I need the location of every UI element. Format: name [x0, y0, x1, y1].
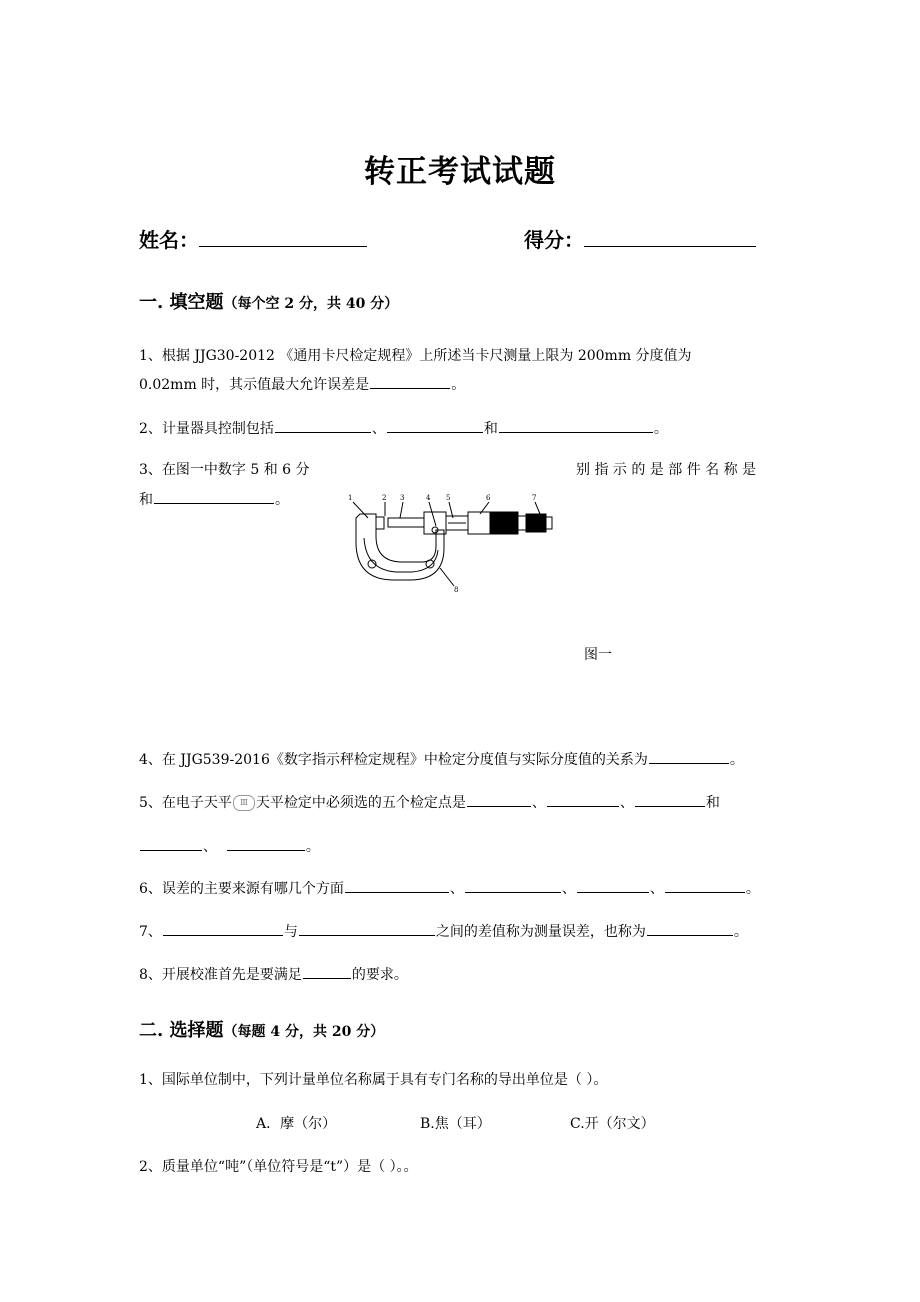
q6-blank-2[interactable] [465, 877, 561, 893]
ratchet-knurl [526, 514, 546, 532]
q2-blank-3[interactable] [499, 417, 653, 433]
leader-7 [535, 502, 540, 514]
name-blank[interactable] [199, 228, 367, 247]
q8-end: 的要求。 [351, 967, 408, 983]
section-2-note: （每题 4 分，共 20 分） [223, 1024, 385, 1040]
q7-end: 。 [733, 924, 748, 940]
mc-q1-option-b[interactable]: B.焦（耳） [420, 1116, 491, 1132]
q4-end: 。 [729, 752, 744, 768]
leader-1 [353, 502, 368, 518]
q1-end: 。 [451, 377, 466, 393]
q5-sep-1: 、 [531, 795, 546, 811]
q5-text-1: 5、在电子天平 [139, 795, 232, 811]
q8-blank[interactable] [303, 963, 351, 979]
question-1-line-1: 1、根据 JJG30-2012 《通用卡尺检定规程》上所述当卡尺测量上限为 200mm 分度值为 [139, 348, 692, 364]
q7-blank-2[interactable] [299, 920, 435, 936]
q3-text: 和 [139, 492, 153, 508]
micrometer-frame [356, 514, 444, 580]
ratchet-end [546, 517, 552, 529]
figure-caption: 图一 [584, 647, 612, 663]
q7-text-1: 7、 [139, 924, 162, 940]
name-line [139, 224, 367, 253]
q1-text: 0.02mm 时，其示值最大允许误差是 [139, 377, 370, 393]
question-6 [139, 877, 760, 899]
anvil [376, 517, 384, 529]
question-7 [139, 920, 748, 942]
fig-label-4: 4 [426, 494, 431, 502]
q5-sep-2: 、 [619, 795, 634, 811]
q2-end: 。 [653, 421, 668, 437]
q1-blank[interactable] [370, 373, 450, 389]
fig-label-3: 3 [400, 494, 405, 502]
q4-blank[interactable] [649, 748, 729, 764]
q6-blank-3[interactable] [577, 877, 649, 893]
mc-q1-option-a[interactable]: A．摩（尔） [256, 1116, 337, 1132]
q6-sep-3: 、 [649, 881, 664, 897]
q7-text-3: 之间的差值称为测量误差，也称为 [435, 924, 646, 940]
question-5 [139, 791, 720, 813]
score-blank[interactable] [584, 228, 756, 247]
score-label: 得分： [524, 228, 584, 252]
q3-blank[interactable] [154, 488, 274, 504]
section-1-heading [139, 288, 398, 314]
q6-blank-1[interactable] [345, 877, 449, 893]
name-label: 姓名： [139, 228, 199, 252]
q5-sep-3: 和 [705, 795, 720, 811]
question-2 [139, 417, 668, 439]
fig-label-7: 7 [532, 494, 537, 502]
spindle [388, 518, 424, 527]
mc-question-2: 2、质量单位“吨”（单位符号是“t”）是（ ）。。 [139, 1159, 418, 1175]
section-1-note: （每个空 2 分，共 40 分） [223, 296, 399, 312]
question-8 [139, 963, 408, 985]
question-3-left: 3、在图一中数字 5 和 6 分 [139, 462, 310, 478]
leader-4 [429, 502, 436, 526]
q5-blank-4[interactable] [140, 835, 202, 851]
q6-sep-2: 、 [561, 881, 576, 897]
q7-text-2: 与 [283, 924, 298, 940]
frame-screw-right [426, 560, 434, 568]
q7-blank-1[interactable] [163, 920, 283, 936]
q2-blank-2[interactable] [387, 417, 483, 433]
section-2-heading [139, 1016, 384, 1042]
q4-text: 4、在 JJG539-2016《数字指示秤检定规程》中检定分度值与实际分度值的关系为 [139, 752, 648, 768]
q6-text: 6、误差的主要来源有哪几个方面 [139, 881, 344, 897]
thimble-knurl [490, 512, 518, 534]
q2-sep-1: 、 [371, 421, 386, 437]
q5-text-2: 天平检定中必须选的五个检定点是 [255, 795, 466, 811]
q2-text: 2、计量器具控制包括 [139, 421, 274, 437]
q3-end: 。 [275, 492, 289, 508]
q5-end: 。 [305, 839, 320, 855]
q6-end: 。 [745, 881, 760, 897]
micrometer-figure [340, 490, 570, 600]
mc-question-1: 1、国际单位制中，下列计量单位名称属于具有专门名称的导出单位是（ ）。 [139, 1072, 608, 1088]
q8-text: 8、开展校准首先是要满足 [139, 967, 302, 983]
q7-blank-3[interactable] [647, 920, 733, 936]
fig-label-1: 1 [348, 494, 353, 502]
fig-label-5: 5 [446, 494, 451, 502]
q5-sep-4: 、 [203, 839, 217, 855]
question-4 [139, 748, 744, 770]
section-1-title: 一. 填空题 [139, 292, 224, 313]
question-1-line-2 [139, 373, 465, 395]
score-line [524, 224, 756, 253]
question-5-line-2 [139, 835, 320, 857]
q5-blank-3[interactable] [635, 791, 705, 807]
q5-blank-5[interactable] [227, 835, 305, 851]
fig-label-2: 2 [382, 494, 387, 502]
q6-blank-4[interactable] [665, 877, 745, 893]
leader-8 [440, 568, 454, 586]
q5-blank-1[interactable] [467, 791, 531, 807]
question-3-line-2 [139, 488, 289, 510]
fig-label-6: 6 [486, 494, 491, 502]
question-3-right: 别 指 示 的 是 部 件 名 称 是 [576, 462, 757, 478]
section-2-title: 二. 选择题 [139, 1020, 224, 1041]
q6-sep-1: 、 [449, 881, 464, 897]
fig-label-8: 8 [454, 586, 459, 594]
accuracy-class-mark: Ⅲ [233, 795, 255, 811]
leader-3 [400, 502, 403, 518]
ratchet-neck [518, 516, 526, 530]
q2-sep-2: 和 [483, 421, 498, 437]
q2-blank-1[interactable] [275, 417, 371, 433]
q5-blank-2[interactable] [547, 791, 619, 807]
page-title: 转正考试试题 [364, 154, 556, 190]
mc-q1-option-c[interactable]: C.开（尔文） [570, 1116, 655, 1132]
